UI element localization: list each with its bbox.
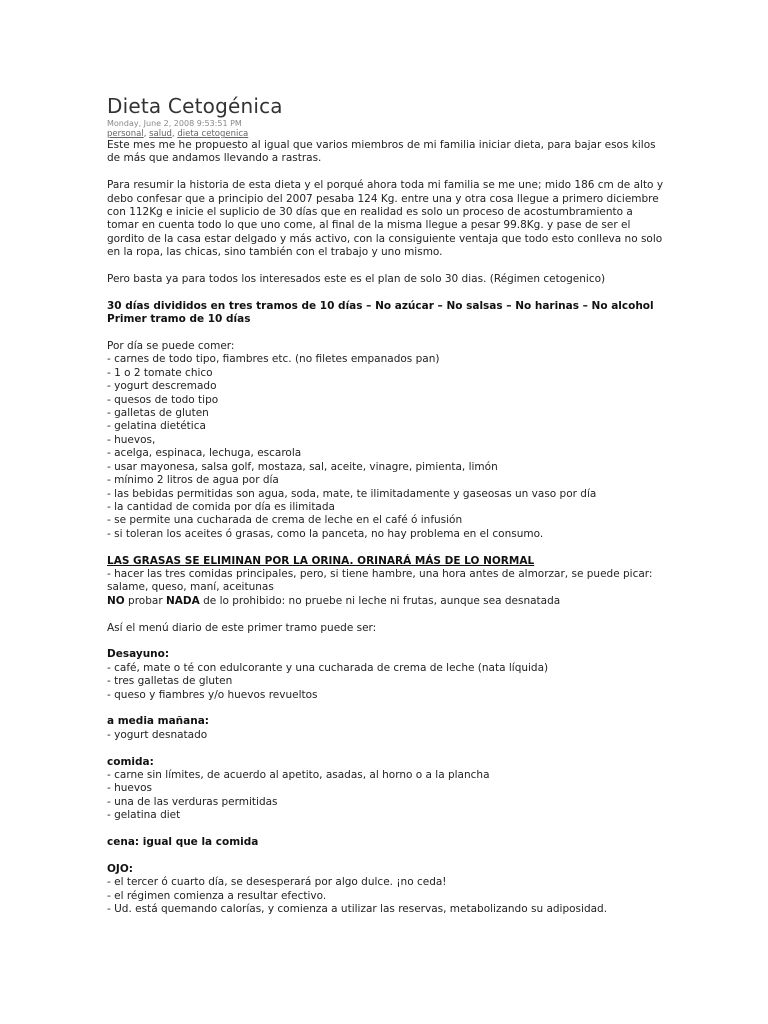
tag-link-salud[interactable]: salud: [149, 129, 172, 139]
list-item: - acelga, espinaca, lechuga, escarola: [107, 447, 302, 460]
blog-post: [107, 94, 667, 916]
list-item: - gelatina diet: [107, 809, 181, 822]
tag-link-dieta-cetogenica[interactable]: dieta cetogenica: [177, 129, 249, 139]
per-day-label: Por día se puede comer:: [107, 340, 235, 353]
list-item: - se permite una cucharada de crema de leche en el café ó infusión: [107, 514, 463, 527]
menu-intro: Así el menú diario de este primer tramo puede ser:: [107, 621, 377, 634]
post-body: [107, 139, 667, 916]
list-item: - usar mayonesa, salsa golf, mostaza, sal, aceite, vinagre, pimienta, limón: [107, 460, 498, 473]
tag-link-personal[interactable]: personal: [107, 129, 144, 139]
intro-paragraph: Para resumir la historia de esta dieta y el porqué ahora toda mi familia se me une; mido 186 cm de alto y debo confesar que a principio del 2007 pesaba 124 Kg. entre una y otra cosa llegue a primero diciembre con 112Kg e inicie el suplicio de 30 días que en realidad es solo un proceso de acostumbramiento a tomar en cuenta todo lo que uno come, al final de la misma llegue a pesar 99.8Kg. y pase de ser el gordito de la casa estar delgado y más activo, con la consiguiente ventaja que todo esto conlleva no solo en la ropa, las chicas, sino también con el trabajo y uno mismo.: [107, 179, 664, 259]
list-item: - café, mate o té con edulcorante y una cucharada de crema de leche (nata líquida): [107, 661, 549, 674]
list-item: - yogurt desnatado: [107, 728, 208, 741]
list-item: - carne sin límites, de acuerdo al apetito, asadas, al horno o a la plancha: [107, 768, 490, 781]
list-item: - tres galletas de gluten: [107, 675, 233, 688]
tag-separator: ,: [171, 129, 178, 139]
list-item: - si toleran los aceites ó grasas, como la panceta, no hay problema en el consumo.: [107, 527, 544, 540]
list-item: - hacer las tres comidas principales, pero, si tiene hambre, una hora antes de almorzar, se puede picar: salame, queso, maní, aceitunas: [107, 567, 653, 594]
list-item: - una de las verduras permitidas: [107, 795, 278, 808]
grasas-heading: LAS GRASAS SE ELIMINAN POR LA ORINA. ORINARÁ MÁS DE LO NORMAL: [107, 554, 535, 567]
list-item: - huevos,: [107, 433, 156, 446]
list-item: - el régimen comienza a resultar efectivo.: [107, 889, 327, 902]
allowed-list: [107, 353, 667, 541]
post-date: Monday, June 2, 2008 9:53:51 PM: [107, 119, 242, 128]
list-item: - mínimo 2 litros de agua por día: [107, 474, 279, 487]
meal-label-cena: cena: igual que la comida: [107, 835, 259, 848]
meal-label-desayuno: Desayuno:: [107, 648, 170, 661]
list-item: - carnes de todo tipo, fiambres etc. (no filetes empanados pan): [107, 353, 440, 366]
list-item: - 1 o 2 tomate chico: [107, 366, 213, 379]
list-item: - quesos de todo tipo: [107, 393, 219, 406]
list-item: - la cantidad de comida por día es ilimitada: [107, 500, 335, 513]
ojo-label: OJO:: [107, 862, 133, 875]
list-item: - huevos: [107, 782, 153, 795]
list-item: - las bebidas permitidas son agua, soda, mate, te ilimitadamente y gaseosas un vaso por día: [107, 487, 597, 500]
meal-label-media-manana: a media mañana:: [107, 715, 210, 728]
plan-heading: 30 días divididos en tres tramos de 10 días – No azúcar – No salsas – No harinas – No alcohol: [107, 299, 654, 312]
list-item: - el tercer ó cuarto día, se desesperará por algo dulce. ¡no ceda!: [107, 876, 447, 889]
post-tags: [107, 129, 667, 139]
meal-label-comida: comida:: [107, 755, 154, 768]
list-item: - yogurt descremado: [107, 380, 217, 393]
tag-separator: ,: [143, 129, 150, 139]
intro-paragraph: Este mes me he propuesto al igual que varios miembros de mi familia iniciar dieta, para bajar esos kilos de más que andamos llevando a rastras.: [107, 139, 656, 165]
post-title: Dieta Cetogénica: [107, 94, 283, 118]
list-item: - queso y fiambres y/o huevos revueltos: [107, 688, 318, 701]
list-item: - Ud. está quemando calorías, y comienza a utilizar las reservas, metabolizando su adiposidad.: [107, 902, 608, 915]
list-item: - gelatina dietética: [107, 420, 206, 433]
tramo-heading: Primer tramo de 10 días: [107, 313, 251, 326]
intro-paragraph: Pero basta ya para todos los interesados este es el plan de solo 30 dias. (Régimen cetogenico): [107, 273, 606, 286]
prohibited-note: NO probar NADA de lo prohibido: no pruebe ni leche ni frutas, aunque sea desnatada: [107, 594, 561, 607]
list-item: - galletas de gluten: [107, 407, 209, 420]
